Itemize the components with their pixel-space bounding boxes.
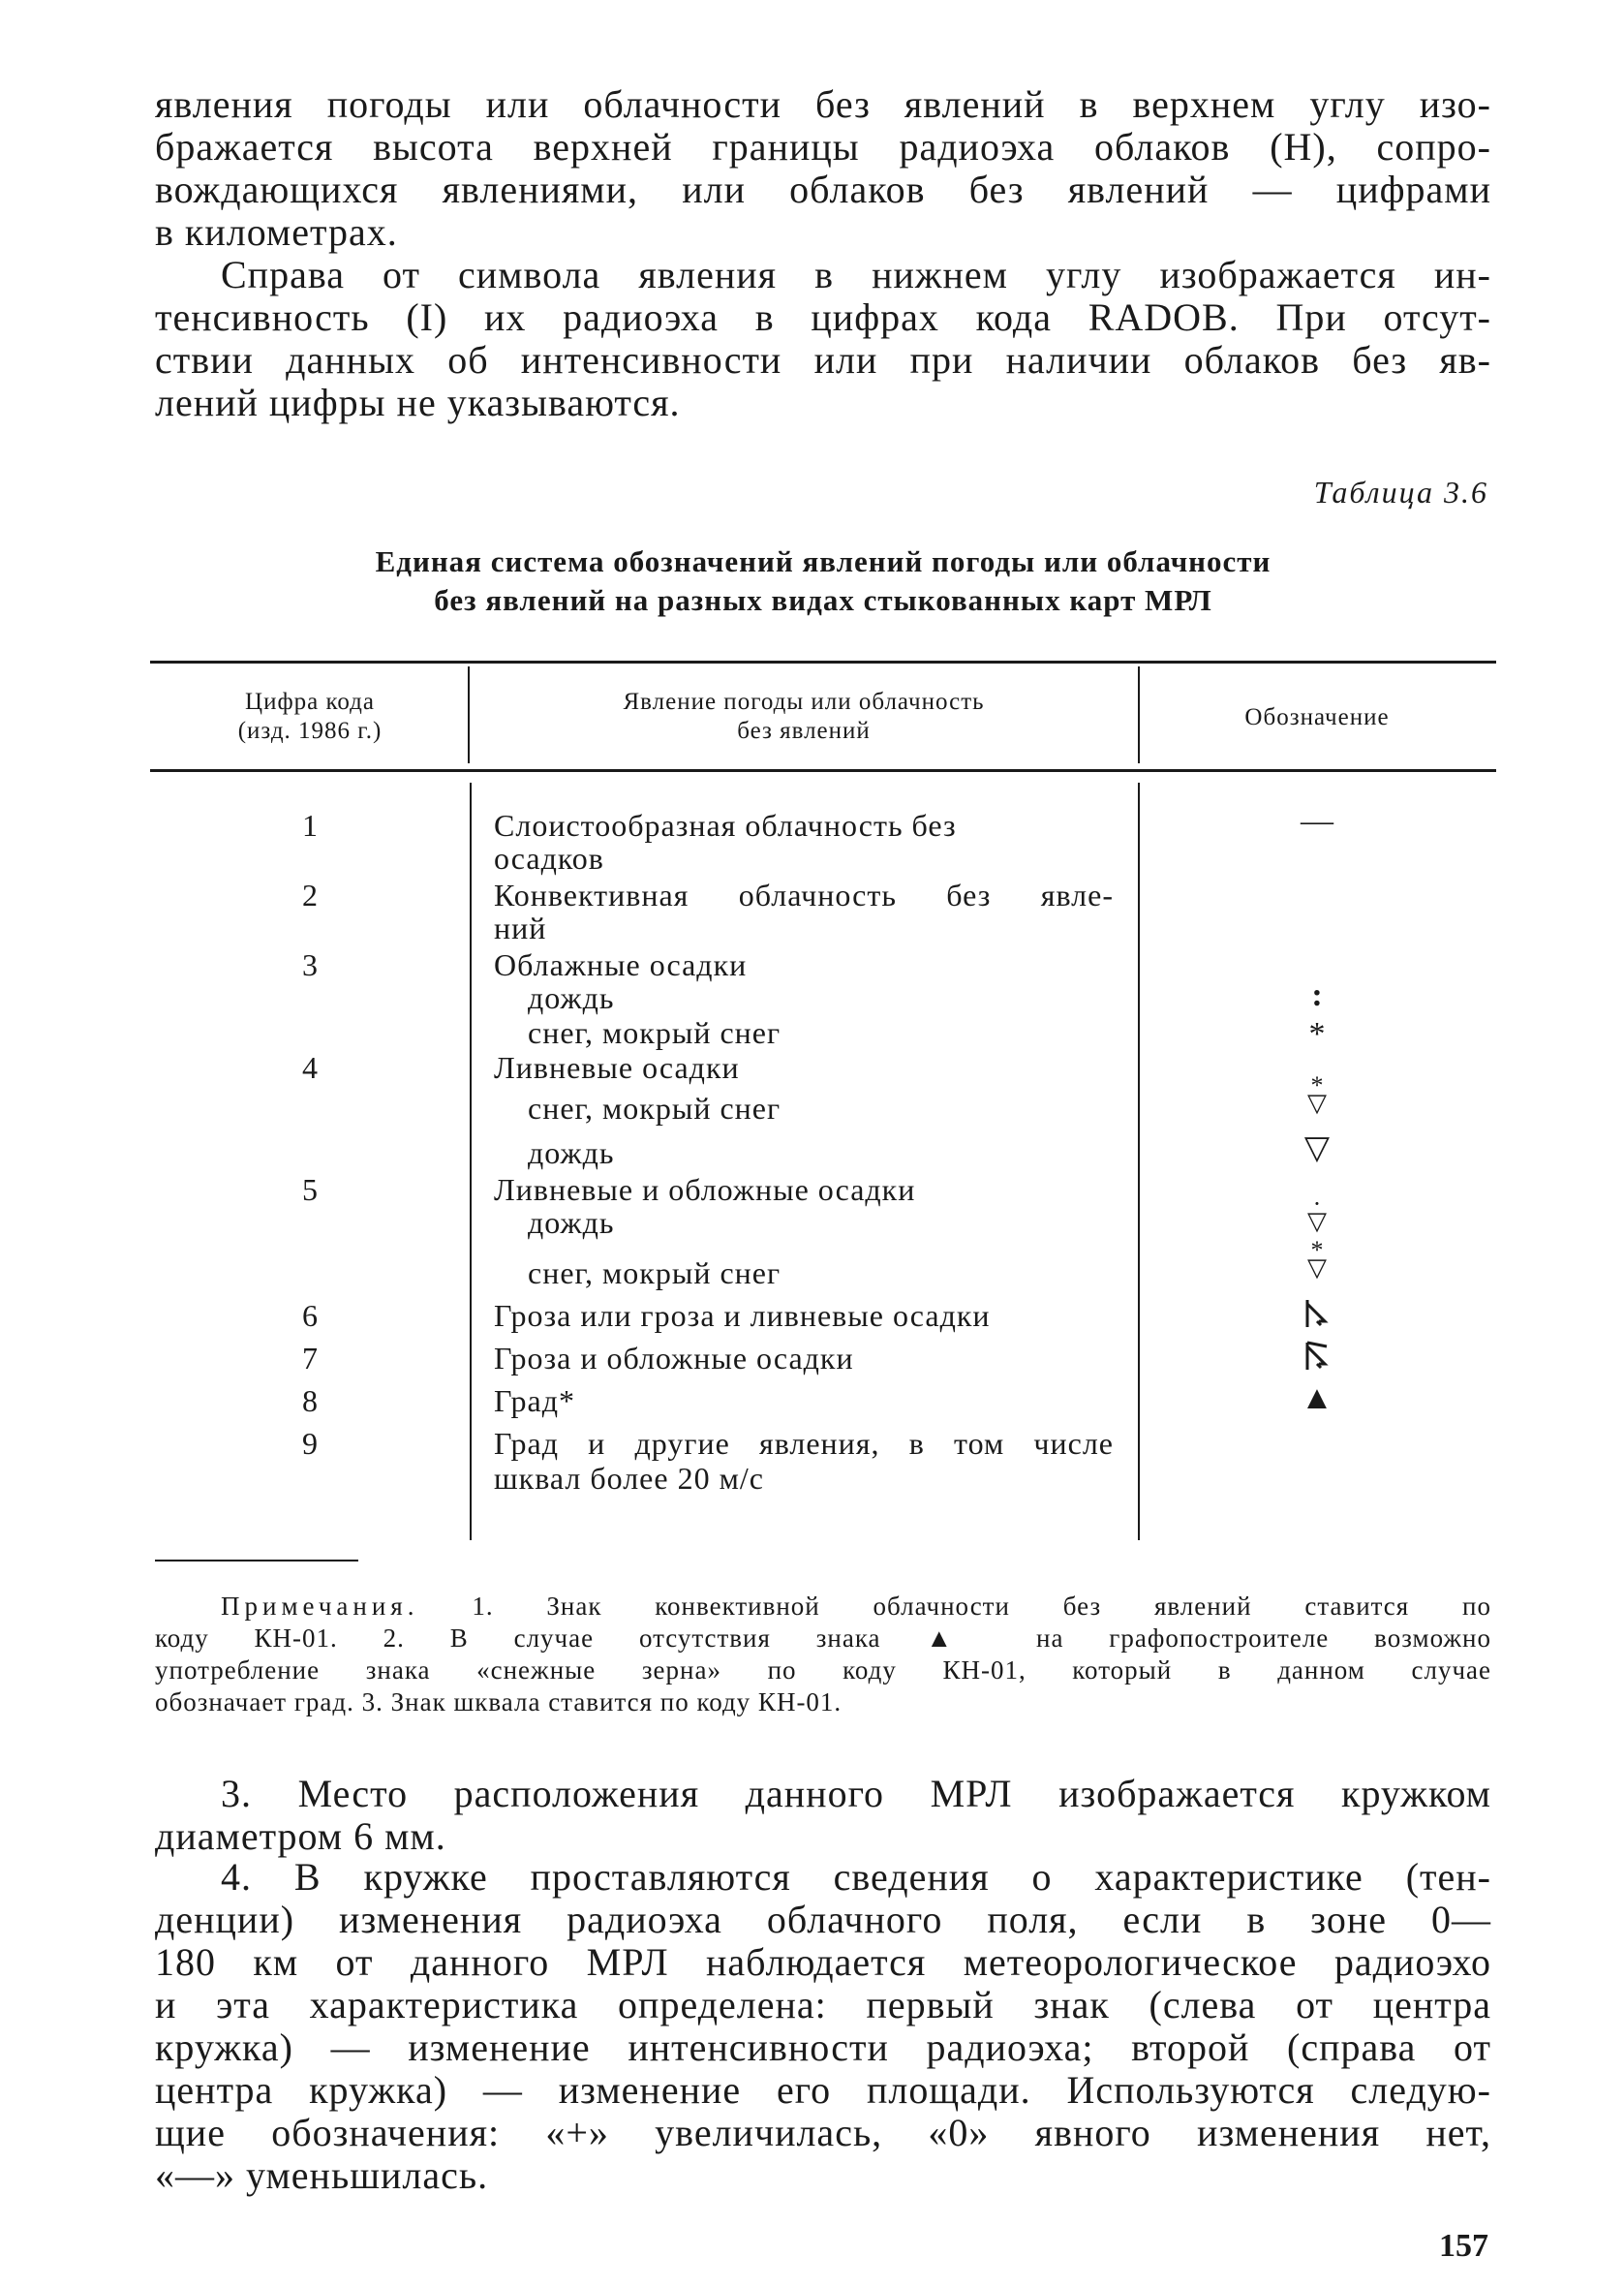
text-line: бражается высота верхней границы радиоэха облаков (H), сопро- bbox=[155, 125, 1491, 169]
header-code-line: Цифра кода bbox=[245, 689, 375, 715]
text-line: центра кружка) — изменение его площади. Используются следую- bbox=[155, 2068, 1491, 2112]
phenomenon-cell: дождь bbox=[528, 1135, 615, 1170]
text-line: Справа от символа явления в нижнем углу изображается ин- bbox=[221, 253, 1491, 296]
intro-paragraph bbox=[155, 83, 1491, 254]
code-cell: 4 bbox=[302, 1050, 318, 1085]
item-3-paragraph bbox=[155, 1773, 1491, 1858]
phenomenon-cell: Облажные осадки bbox=[494, 947, 748, 982]
snow-symbol: * bbox=[1308, 1016, 1326, 1052]
note-text: 1. Знак конвективной облачности без явлений ставится по bbox=[472, 1592, 1491, 1621]
table-column-divider bbox=[1138, 783, 1140, 1540]
stratiform-symbol: — bbox=[1301, 803, 1333, 839]
phenomenon-cell: Град и другие явления, в том числе bbox=[494, 1426, 1114, 1461]
table-title-line: Единая система обозначений явлений погоды или облачности bbox=[375, 544, 1272, 578]
table-header-rule bbox=[150, 769, 1496, 772]
phenomenon-cell: Ливневые и обложные осадки bbox=[494, 1172, 916, 1207]
hail-symbol: ▲ bbox=[1301, 1380, 1333, 1416]
phenomenon-cell: осадков bbox=[494, 841, 604, 876]
phenomenon-cell: снег, мокрый снег bbox=[528, 1255, 781, 1290]
note-line: употребление знака «снежные зерна» по коду КН-01, который в данном случае bbox=[155, 1655, 1491, 1685]
header-phenomenon-line: без явлений bbox=[737, 718, 871, 744]
phenomenon-cell: Град* bbox=[494, 1383, 575, 1418]
header-code-line: (изд. 1986 г.) bbox=[237, 718, 383, 744]
code-cell: 6 bbox=[302, 1298, 318, 1333]
text-line: кружка) — изменение интенсивности радиоэха; второй (справа от bbox=[155, 2025, 1491, 2069]
header-phenomenon bbox=[475, 688, 1133, 746]
table-title bbox=[155, 542, 1491, 620]
table-header-divider bbox=[468, 666, 470, 763]
page-number: 157 bbox=[1439, 2228, 1488, 2264]
text-line: и эта характеристика определена: первый знак (слева от центра bbox=[155, 1983, 1491, 2026]
table-label: Таблица 3.6 bbox=[1313, 475, 1488, 510]
phenomenon-cell: Ливневые осадки bbox=[494, 1050, 740, 1085]
table-title-line: без явлений на разных видах стыкованных карт МРЛ bbox=[434, 583, 1212, 617]
phenomenon-cell: дождь bbox=[528, 980, 615, 1015]
text-line: «—» уменьшилась. bbox=[155, 2153, 489, 2197]
note-line bbox=[155, 1591, 1491, 1623]
code-cell: 9 bbox=[302, 1426, 318, 1461]
code-cell: 8 bbox=[302, 1383, 318, 1418]
phenomenon-cell: Конвективная облачность без явле- bbox=[494, 878, 1114, 912]
text-line: денции) изменения радиоэха облачного поля, если в зоне 0— bbox=[155, 1898, 1491, 1941]
shower-snow-symbol: * ▽ bbox=[1307, 1071, 1327, 1117]
table-notes bbox=[155, 1591, 1491, 1718]
table-column-divider bbox=[470, 783, 472, 1540]
text-line: в километрах. bbox=[155, 210, 398, 254]
text-line: щие обозначения: «+» увеличилась, «0» явного изменения нет, bbox=[155, 2111, 1491, 2154]
mixed-rain-symbol: · ▽ bbox=[1307, 1190, 1327, 1235]
phenomenon-cell: шквал более 20 м/с bbox=[494, 1461, 764, 1496]
code-cell: 7 bbox=[302, 1341, 318, 1376]
phenomenon-cell: Слоистообразная облачность без bbox=[494, 808, 957, 843]
header-phenomenon-line: Явление погоды или облачность bbox=[623, 689, 985, 715]
text-line: явления погоды или облачности без явлений в верхнем углу изо- bbox=[155, 82, 1491, 126]
thunderstorm-stratiform-icon bbox=[1288, 1339, 1346, 1381]
text-line: ствии данных об интенсивности или при наличии облаков без яв- bbox=[155, 338, 1491, 382]
rain-symbol: : bbox=[1311, 977, 1323, 1013]
table-top-rule bbox=[150, 661, 1496, 664]
notes-heading: Примечания. bbox=[221, 1592, 419, 1621]
phenomenon-cell: снег, мокрый снег bbox=[528, 1015, 781, 1050]
code-cell: 3 bbox=[302, 947, 318, 982]
phenomenon-cell: снег, мокрый снег bbox=[528, 1091, 781, 1126]
note-line: обозначает град. 3. Знак шквала ставится по коду КН-01. bbox=[155, 1687, 843, 1716]
text-line: 3. Место расположения данного МРЛ изображается кружком bbox=[221, 1772, 1491, 1815]
note-line: коду КН-01. 2. В случае отсутствия знака ▲ на графопостроителе возможно bbox=[155, 1623, 1491, 1653]
phenomenon-cell: дождь bbox=[528, 1205, 615, 1240]
header-code bbox=[155, 688, 465, 746]
code-cell: 2 bbox=[302, 878, 318, 912]
phenomenon-cell: ний bbox=[494, 911, 547, 945]
text-line: вождающихся явлениями, или облаков без явлений — цифрами bbox=[155, 168, 1491, 211]
table-header-divider bbox=[1138, 666, 1140, 763]
intensity-paragraph bbox=[155, 254, 1491, 424]
code-cell: 1 bbox=[302, 808, 318, 843]
text-line: 4. В кружке проставляются сведения о характеристике (тен- bbox=[221, 1855, 1491, 1899]
phenomenon-cell: Гроза или гроза и ливневые осадки bbox=[494, 1298, 991, 1333]
text-line: 180 км от данного МРЛ наблюдается метеорологическое радиоэхо bbox=[155, 1940, 1491, 1984]
phenomenon-cell: Гроза и обложные осадки bbox=[494, 1341, 854, 1376]
item-4-paragraph bbox=[155, 1856, 1491, 2197]
header-symbol: Обозначение bbox=[1244, 704, 1390, 730]
mixed-snow-symbol: * ▽ bbox=[1307, 1236, 1327, 1282]
footnote-rule bbox=[155, 1560, 358, 1561]
thunderstorm-shower-icon bbox=[1288, 1296, 1346, 1339]
text-line: диаметром 6 мм. bbox=[155, 1814, 446, 1858]
text-line: лений цифры не указываются. bbox=[155, 381, 681, 424]
shower-rain-symbol: ▽ bbox=[1303, 1130, 1331, 1166]
code-cell: 5 bbox=[302, 1172, 318, 1207]
text-line: тенсивность (I) их радиоэха в цифрах кода RADOB. При отсут- bbox=[155, 295, 1491, 339]
